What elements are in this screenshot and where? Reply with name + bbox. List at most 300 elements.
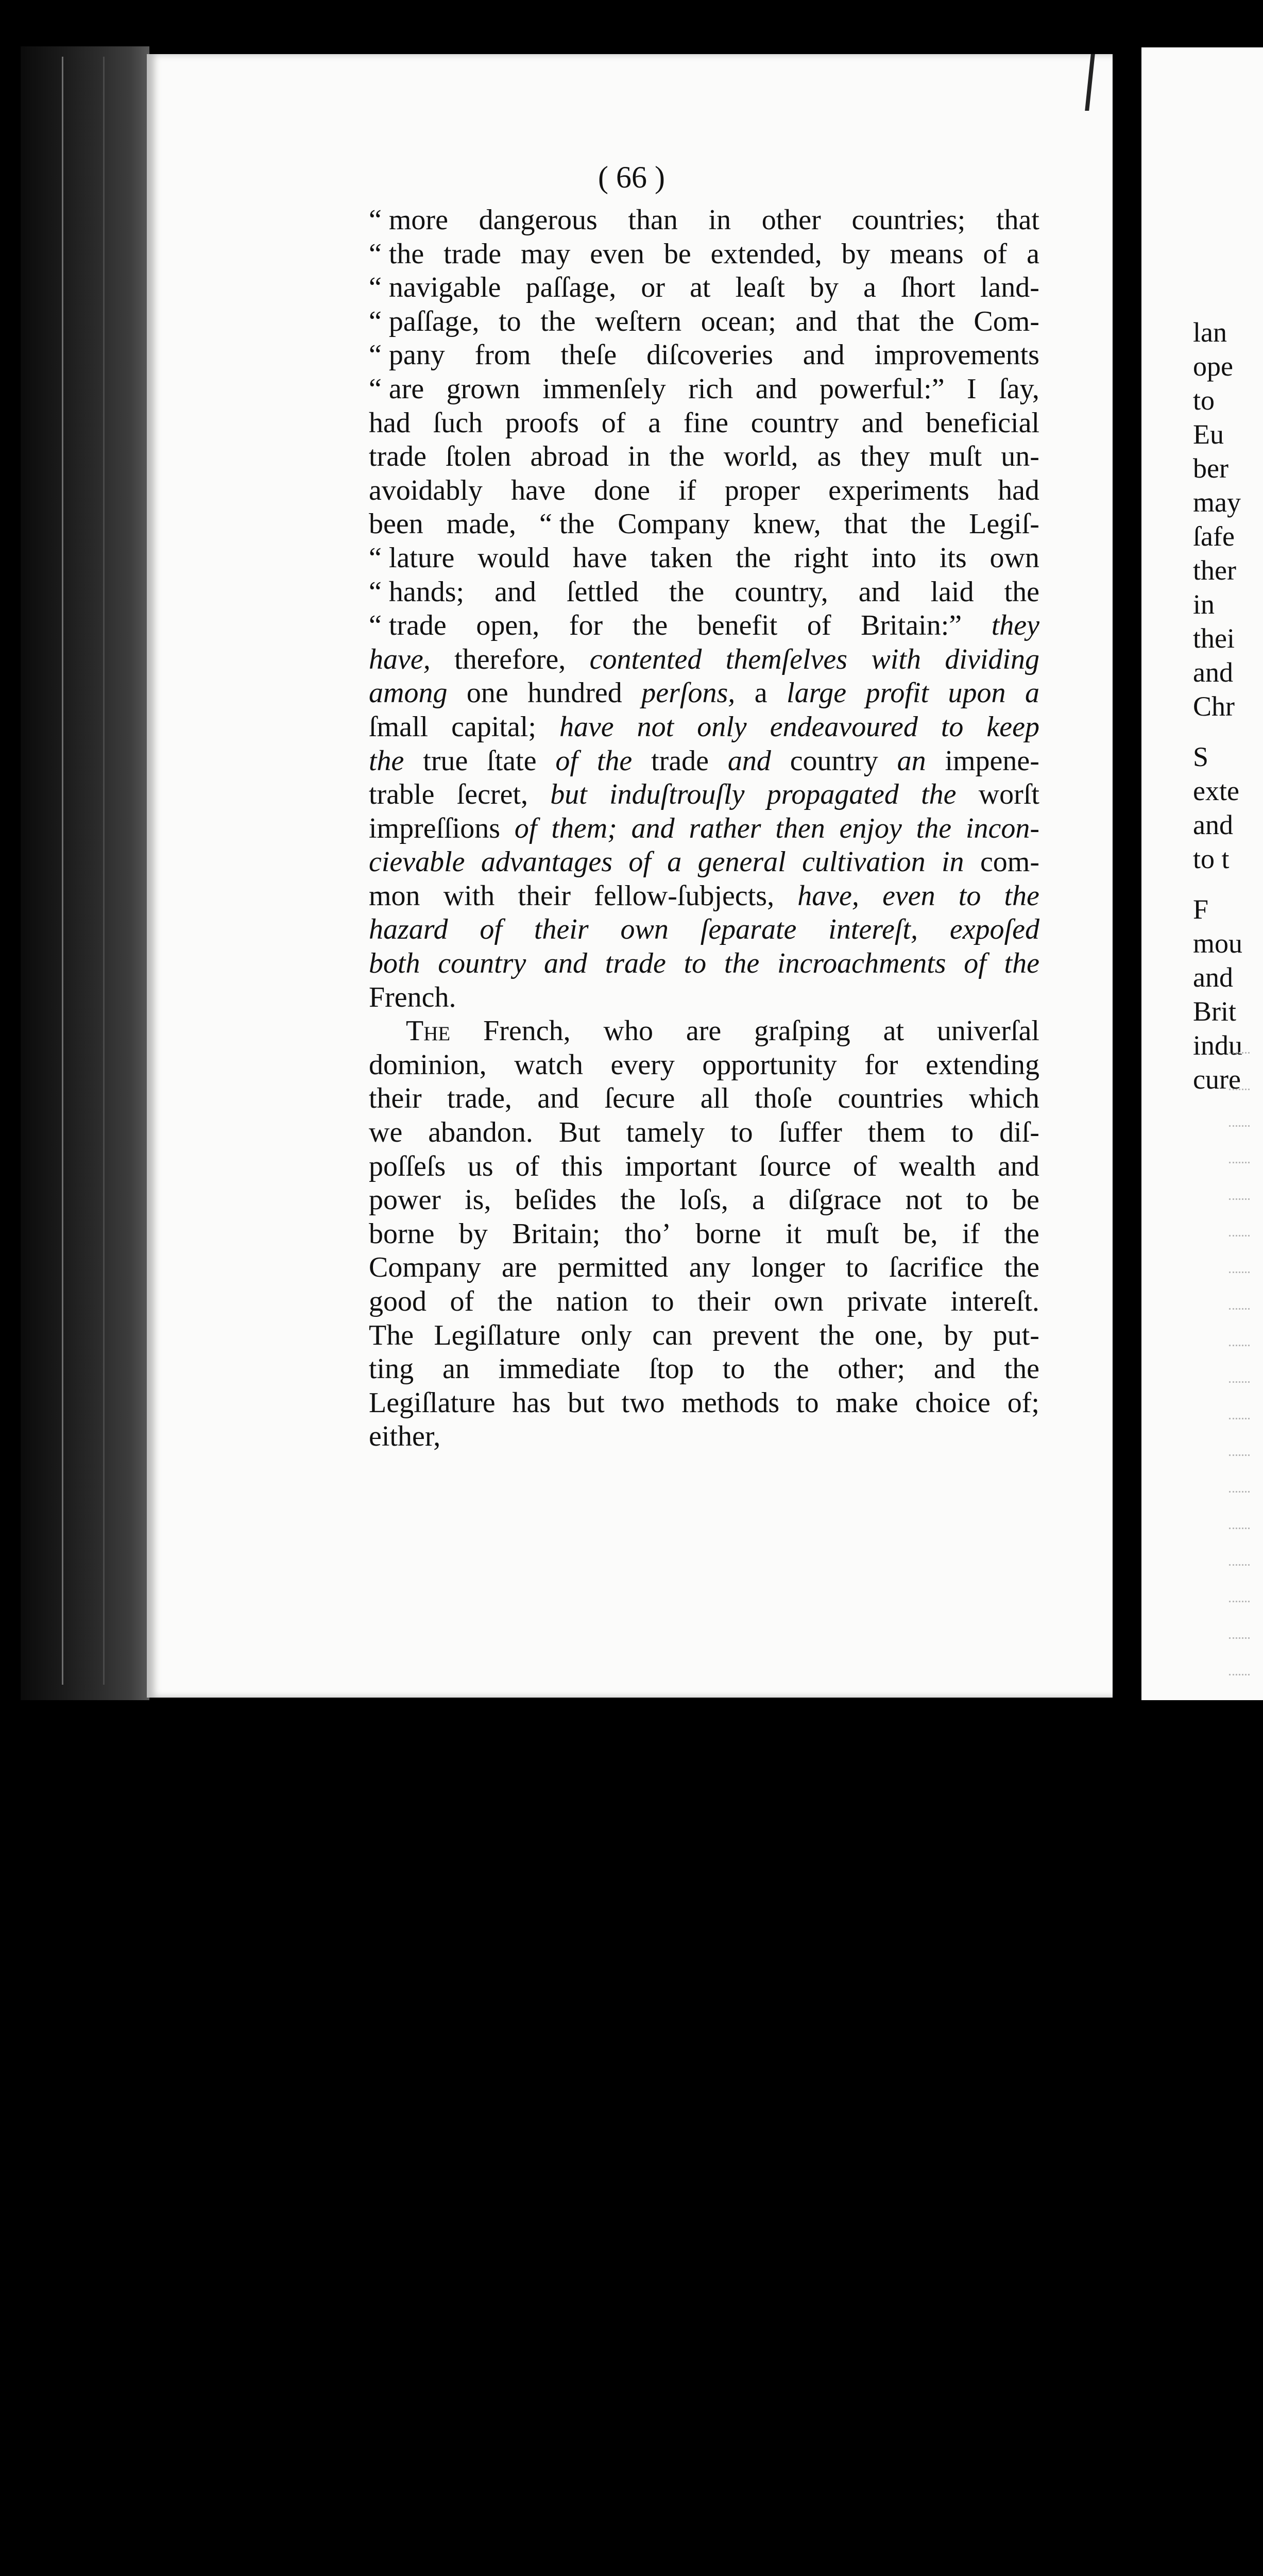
- facing-page-text: [1193, 315, 1263, 1096]
- word: trade,: [447, 1082, 512, 1115]
- word: country: [750, 406, 839, 439]
- text-line: [369, 1386, 1039, 1420]
- word: a: [1025, 677, 1039, 709]
- word: own: [774, 1285, 824, 1317]
- word: the: [819, 1319, 855, 1351]
- word: propagated: [766, 778, 899, 811]
- word: land-: [980, 272, 1039, 304]
- word: their: [534, 913, 589, 946]
- word: if: [962, 1217, 980, 1250]
- text-line: [369, 204, 1039, 238]
- facing-line: and: [1193, 962, 1233, 993]
- word: dividing: [945, 643, 1039, 675]
- word: and: [861, 406, 903, 439]
- word: a: [1027, 238, 1039, 270]
- word: the: [1004, 1251, 1039, 1284]
- word: of: [601, 406, 626, 439]
- text-line: [369, 406, 1039, 440]
- word: they: [991, 609, 1039, 642]
- text-line: [369, 1014, 1039, 1048]
- word: thoſe: [755, 1082, 813, 1115]
- word: have: [559, 710, 614, 743]
- word: other: [761, 204, 821, 236]
- word: country: [790, 744, 878, 777]
- word: countries: [838, 1082, 944, 1115]
- facing-line: indu: [1193, 1030, 1243, 1061]
- word: The: [369, 1319, 414, 1351]
- word: immenſely: [542, 372, 666, 405]
- word: of;: [1007, 1386, 1039, 1419]
- word: ſhort: [901, 272, 955, 304]
- word: ſmall: [369, 710, 429, 743]
- word: contented: [589, 643, 702, 675]
- word: not: [637, 710, 674, 743]
- word: the: [1004, 1217, 1039, 1250]
- word: diſ-: [999, 1116, 1039, 1149]
- word: fellow-ſubjects,: [594, 879, 775, 912]
- word: borne: [369, 1217, 435, 1250]
- word: as: [817, 440, 842, 473]
- book-binding: [21, 46, 149, 1700]
- word: loſs,: [679, 1184, 728, 1216]
- word: the: [916, 812, 952, 844]
- word: their: [518, 879, 571, 912]
- word: be: [1012, 1184, 1039, 1216]
- word: all: [700, 1082, 729, 1115]
- word: grown: [446, 372, 520, 405]
- word: the: [910, 508, 946, 540]
- word: the: [369, 744, 404, 777]
- word: graſping: [754, 1015, 850, 1047]
- word: “ the: [539, 508, 595, 540]
- word: “ hands;: [369, 575, 465, 608]
- word: ſtolen: [445, 440, 511, 473]
- text-line: [369, 541, 1039, 575]
- word: trade: [605, 947, 666, 980]
- quote-paragraph: [369, 204, 1039, 1014]
- show-through: [1229, 1052, 1260, 1700]
- word: ſecure: [604, 1082, 675, 1115]
- word: which: [969, 1082, 1039, 1115]
- word: incroachments: [777, 947, 946, 980]
- word: French,: [483, 1015, 571, 1047]
- facing-line: Chr: [1193, 691, 1235, 722]
- second-paragraph: [369, 1014, 1039, 1454]
- word: the: [1004, 947, 1039, 980]
- word: a: [754, 677, 767, 709]
- word: the: [1004, 575, 1039, 608]
- word: ting: [369, 1353, 414, 1385]
- word: powerful:”: [820, 372, 945, 405]
- word: immediate: [498, 1353, 620, 1385]
- word: private: [847, 1285, 927, 1317]
- word: from: [474, 339, 531, 371]
- word: “ the: [369, 238, 424, 270]
- text-line: [369, 643, 1039, 677]
- text-line: [369, 879, 1039, 913]
- word: an: [897, 744, 926, 777]
- word: power: [369, 1184, 441, 1216]
- word: own: [620, 913, 669, 946]
- word: and: [544, 947, 587, 980]
- facing-line: ope: [1193, 351, 1233, 382]
- word: means: [890, 238, 964, 270]
- word: avoidably: [369, 474, 483, 506]
- word: and: [755, 372, 797, 405]
- word: “ paſſage,: [369, 305, 480, 337]
- facing-line: may: [1193, 487, 1241, 518]
- word: have: [572, 541, 627, 574]
- word: induſtrouſly: [609, 778, 745, 811]
- word: un-: [1001, 440, 1039, 473]
- word: ſecret,: [456, 778, 528, 811]
- word: and: [494, 575, 536, 608]
- word: ſettled: [566, 575, 639, 608]
- word: Legiſlature: [434, 1319, 561, 1351]
- word: muſt: [929, 440, 982, 473]
- text-line: [369, 1150, 1039, 1184]
- word: and: [933, 1353, 976, 1385]
- word: keep: [986, 710, 1039, 743]
- word: then: [775, 812, 825, 844]
- word: “ navigable: [369, 272, 501, 304]
- word: only: [581, 1319, 632, 1351]
- facing-line: thei: [1193, 623, 1235, 654]
- word: the: [724, 947, 760, 980]
- word: but: [550, 778, 587, 811]
- word: Britain;: [512, 1217, 601, 1250]
- word: or: [641, 272, 665, 304]
- word: ocean;: [701, 305, 776, 337]
- word: are: [502, 1251, 537, 1284]
- word: leaſt: [735, 272, 785, 304]
- word: fine: [683, 406, 728, 439]
- text-line: [369, 981, 1039, 1015]
- word: but: [568, 1386, 605, 1419]
- page-text: [369, 204, 1039, 1490]
- facing-line: lan: [1193, 317, 1227, 348]
- word: in: [708, 204, 731, 236]
- word: methods: [681, 1386, 780, 1419]
- word: of: [480, 913, 502, 946]
- text-line: [369, 1251, 1039, 1285]
- word: not: [905, 1184, 943, 1216]
- word: either,: [369, 1420, 441, 1453]
- word: weſtern: [595, 305, 682, 337]
- text-line: [369, 1217, 1039, 1251]
- word: hazard: [369, 913, 448, 946]
- word: in: [942, 846, 964, 878]
- word: intereſt.: [950, 1285, 1039, 1317]
- word: world,: [723, 440, 798, 473]
- word: borne: [695, 1217, 761, 1250]
- word: into: [871, 541, 917, 574]
- word: choice: [915, 1386, 991, 1419]
- facing-page: [1141, 47, 1263, 1700]
- word: ſacrifice: [889, 1251, 984, 1284]
- word: trable: [369, 778, 435, 811]
- word: by: [810, 272, 839, 304]
- word: opportunity: [702, 1048, 837, 1081]
- word: hundred: [527, 677, 622, 709]
- text-line: [369, 1048, 1039, 1082]
- word: incon-: [965, 812, 1039, 844]
- word: and: [858, 575, 900, 608]
- word: worſt: [978, 778, 1039, 811]
- word: upon: [948, 677, 1006, 709]
- text-line: [369, 1319, 1039, 1353]
- word: large: [787, 677, 847, 709]
- spine-edge: [103, 57, 105, 1685]
- word: by: [944, 1319, 973, 1351]
- word: But: [558, 1116, 601, 1149]
- text-line: [369, 271, 1039, 305]
- word: if: [678, 474, 696, 506]
- word: country: [438, 947, 526, 980]
- word: made,: [446, 508, 516, 540]
- facing-line: Brit: [1193, 996, 1237, 1027]
- word: watch: [514, 1048, 583, 1081]
- word: among: [369, 677, 448, 709]
- facing-line: Eu: [1193, 419, 1224, 450]
- word: us: [467, 1150, 493, 1182]
- word: one,: [875, 1319, 924, 1351]
- word: done: [594, 474, 650, 506]
- text-line: [369, 676, 1039, 710]
- word: poſſeſs: [369, 1150, 446, 1182]
- word: its: [939, 541, 967, 574]
- word: capital;: [451, 710, 536, 743]
- text-line: [369, 812, 1039, 846]
- word: every: [610, 1048, 675, 1081]
- text-line: [369, 440, 1039, 474]
- word: to: [958, 879, 981, 912]
- facing-line: and: [1193, 657, 1233, 688]
- word: country,: [735, 575, 828, 608]
- word: to: [499, 305, 521, 337]
- facing-line: ſafe: [1193, 521, 1235, 552]
- word: perſons,: [641, 677, 736, 709]
- word: of: [628, 846, 651, 878]
- word: the: [1004, 1353, 1039, 1385]
- word: nation: [556, 1285, 628, 1317]
- word: this: [561, 1150, 603, 1182]
- word: “ lature: [369, 541, 455, 574]
- word: beneficial: [926, 406, 1039, 439]
- word: “ trade: [369, 609, 447, 642]
- word: other;: [838, 1353, 906, 1385]
- word: Legiſ-: [969, 508, 1039, 540]
- text-line: [369, 1352, 1039, 1386]
- word: been: [369, 508, 423, 540]
- word: who: [603, 1015, 653, 1047]
- word: prevent: [712, 1319, 799, 1351]
- word: of: [983, 238, 1008, 270]
- word: a: [648, 406, 661, 439]
- facing-line: in: [1193, 589, 1215, 620]
- word: experiments: [828, 474, 969, 506]
- text-line: [369, 338, 1039, 372]
- word: proper: [724, 474, 800, 506]
- facing-line: F: [1193, 894, 1209, 925]
- word: extending: [926, 1048, 1039, 1081]
- word: have: [511, 474, 566, 506]
- word: that: [996, 204, 1039, 236]
- word: had: [369, 406, 411, 439]
- text-line: [369, 710, 1039, 744]
- text-line: [369, 372, 1039, 406]
- word: to: [951, 1116, 974, 1149]
- word: a: [863, 272, 876, 304]
- word: the: [919, 305, 954, 337]
- word: of: [964, 947, 986, 980]
- text-line: [369, 845, 1039, 879]
- word: good: [369, 1285, 426, 1317]
- word: to: [796, 1386, 819, 1419]
- word: tho’: [624, 1217, 671, 1250]
- word: permitted: [557, 1251, 669, 1284]
- word: trade: [443, 238, 502, 270]
- word: theſe: [560, 339, 617, 371]
- text-line: [369, 778, 1039, 812]
- word: is,: [465, 1184, 491, 1216]
- text-line: [369, 1082, 1039, 1116]
- word: mon: [369, 879, 420, 912]
- word: dominion,: [369, 1048, 487, 1081]
- word: cievable: [369, 846, 465, 878]
- page-number: ( 66 ): [598, 160, 665, 194]
- word: two: [621, 1386, 665, 1419]
- facing-line: to t: [1193, 843, 1230, 874]
- word: to: [941, 710, 964, 743]
- word: the: [540, 305, 576, 337]
- facing-line: cure: [1193, 1064, 1241, 1095]
- word: ſeparate: [700, 913, 797, 946]
- word: com-: [980, 846, 1039, 878]
- word: be,: [903, 1217, 938, 1250]
- text-line: [369, 305, 1039, 339]
- word: beſides: [515, 1184, 597, 1216]
- facing-line: ther: [1193, 555, 1236, 586]
- word: only: [697, 710, 747, 743]
- text-line: [369, 1116, 1039, 1150]
- word: for: [569, 609, 603, 642]
- word: any: [689, 1251, 731, 1284]
- word: may: [520, 238, 571, 270]
- word: ſtate: [487, 744, 537, 777]
- word: proofs: [505, 406, 579, 439]
- word: true: [423, 744, 468, 777]
- word: therefore,: [454, 643, 566, 675]
- text-line: [369, 609, 1039, 643]
- text-line: [369, 1420, 1039, 1454]
- text-line: [369, 474, 1039, 508]
- word: the: [736, 541, 771, 574]
- facing-line: and: [1193, 809, 1233, 840]
- word: to: [722, 1353, 745, 1385]
- text-line: [369, 913, 1039, 947]
- word: than: [628, 204, 678, 236]
- word: Legiſlature: [369, 1386, 496, 1419]
- facing-line: exte: [1193, 775, 1239, 806]
- word: French.: [369, 981, 456, 1013]
- word: the: [596, 744, 633, 777]
- word: ſuch: [433, 406, 483, 439]
- word: and: [631, 812, 675, 844]
- word: can: [652, 1319, 692, 1351]
- word: with: [443, 879, 495, 912]
- word: own: [989, 541, 1039, 574]
- word: advantages: [481, 846, 612, 878]
- word: of: [514, 812, 537, 844]
- word: to: [684, 947, 707, 980]
- word: it: [786, 1217, 802, 1250]
- word: by: [841, 238, 871, 270]
- word: the: [620, 1184, 656, 1216]
- word: their: [369, 1082, 422, 1115]
- word: ſuffer: [778, 1116, 842, 1149]
- word: the: [921, 778, 957, 811]
- word: of: [555, 744, 578, 777]
- word: the: [497, 1285, 533, 1317]
- word: we: [369, 1116, 403, 1149]
- word: by: [458, 1217, 488, 1250]
- word: ſtop: [648, 1353, 694, 1385]
- word: abroad: [530, 440, 609, 473]
- word: for: [864, 1048, 898, 1081]
- word: rich: [688, 372, 733, 405]
- word: “ are: [369, 372, 424, 405]
- word: general: [697, 846, 786, 878]
- word: and: [998, 1150, 1039, 1182]
- word: and: [537, 1082, 579, 1115]
- word: benefit: [697, 609, 778, 642]
- facing-line: S: [1193, 741, 1209, 772]
- word: their: [697, 1285, 750, 1317]
- word: taken: [650, 541, 713, 574]
- word: them;: [551, 812, 617, 844]
- word: diſgrace: [789, 1184, 882, 1216]
- word: intereſt,: [828, 913, 918, 946]
- word: expoſed: [949, 913, 1039, 946]
- word: trade: [651, 744, 709, 777]
- text-line: [369, 238, 1039, 272]
- word: that: [856, 305, 900, 337]
- word: diſcoveries: [646, 339, 773, 371]
- word: even: [590, 238, 645, 270]
- word: extended,: [710, 238, 822, 270]
- word: even: [882, 879, 935, 912]
- facing-line: mou: [1193, 928, 1243, 959]
- word: profit: [865, 677, 929, 709]
- facing-line: to: [1193, 385, 1215, 416]
- word: make: [835, 1386, 898, 1419]
- word: be: [663, 238, 691, 270]
- word: a: [667, 846, 682, 878]
- word: impene-: [945, 744, 1039, 777]
- word: knew,: [753, 508, 821, 540]
- word: with: [871, 643, 921, 675]
- word: rather: [689, 812, 761, 844]
- word: Company: [618, 508, 730, 540]
- facing-line: ber: [1193, 453, 1228, 484]
- word: had: [998, 474, 1039, 506]
- word: muſt: [826, 1217, 879, 1250]
- word: important: [625, 1150, 737, 1182]
- word: wealth: [899, 1150, 976, 1182]
- text-line: [369, 1183, 1039, 1217]
- gutter: [1113, 49, 1141, 1698]
